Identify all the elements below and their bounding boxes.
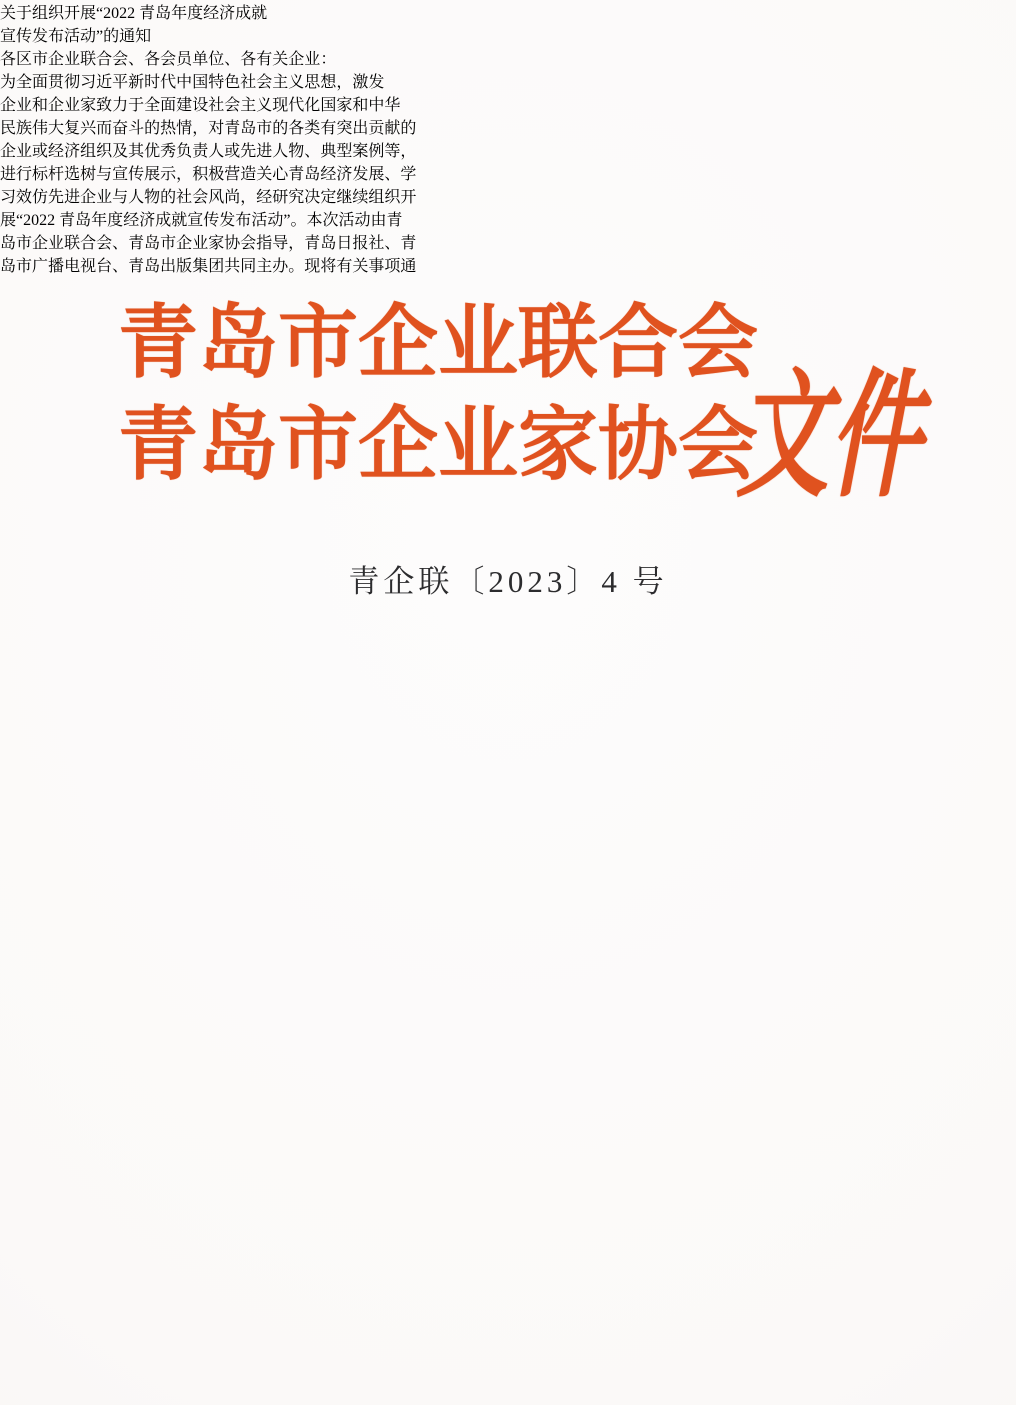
letterhead-org-line2: 青 岛 市 企 业 家 协 会: [118, 401, 758, 490]
document-title-line2: 宣传发布活动”的通知: [0, 28, 152, 45]
body-salutation: 各区市企业联合会、各会员单位、各有关企业：: [0, 51, 337, 68]
body-paragraph-line: 习效仿先进企业与人物的社会风尚，经研究决定继续组织开: [0, 189, 417, 206]
body-paragraph-line: 岛市企业联合会、青岛市企业家协会指导，青岛日报社、青: [0, 235, 417, 252]
body-paragraph-line: 进行标杆选树与宣传展示，积极营造关心青岛经济发展、学: [0, 166, 417, 183]
body-paragraph-line: 为全面贯彻习近平新时代中国特色社会主义思想，激发: [0, 74, 385, 91]
document-title: [0, 0, 1016, 46]
body-paragraph-line: 企业或经济组织及其优秀负责人或先进人物、典型案例等，: [0, 143, 417, 160]
body-paragraph-line: 岛市广播电视台、青岛出版集团共同主办。现将有关事项通: [0, 258, 417, 275]
document-body: [0, 46, 1016, 276]
document-number: 青企联〔2023〕4 号: [348, 564, 668, 599]
letterhead-org-line1: 青 岛 市 企 业 联 合 会: [118, 299, 758, 388]
letterhead-doc-type-label: 文 件: [735, 360, 924, 514]
body-paragraph-line: 民族伟大复兴而奋斗的热情，对青岛市的各类有突出贡献的: [0, 120, 417, 137]
letterhead-divider-rule: [102, 623, 926, 627]
body-paragraph-line: 企业和企业家致力于全面建设社会主义现代化国家和中华: [0, 97, 401, 114]
body-paragraph-line: 展“2022 青岛年度经济成就宣传发布活动”。本次活动由青: [0, 212, 403, 229]
letterhead: [118, 284, 758, 490]
document-title-line1: 关于组织开展“2022 青岛年度经济成就: [0, 5, 268, 22]
